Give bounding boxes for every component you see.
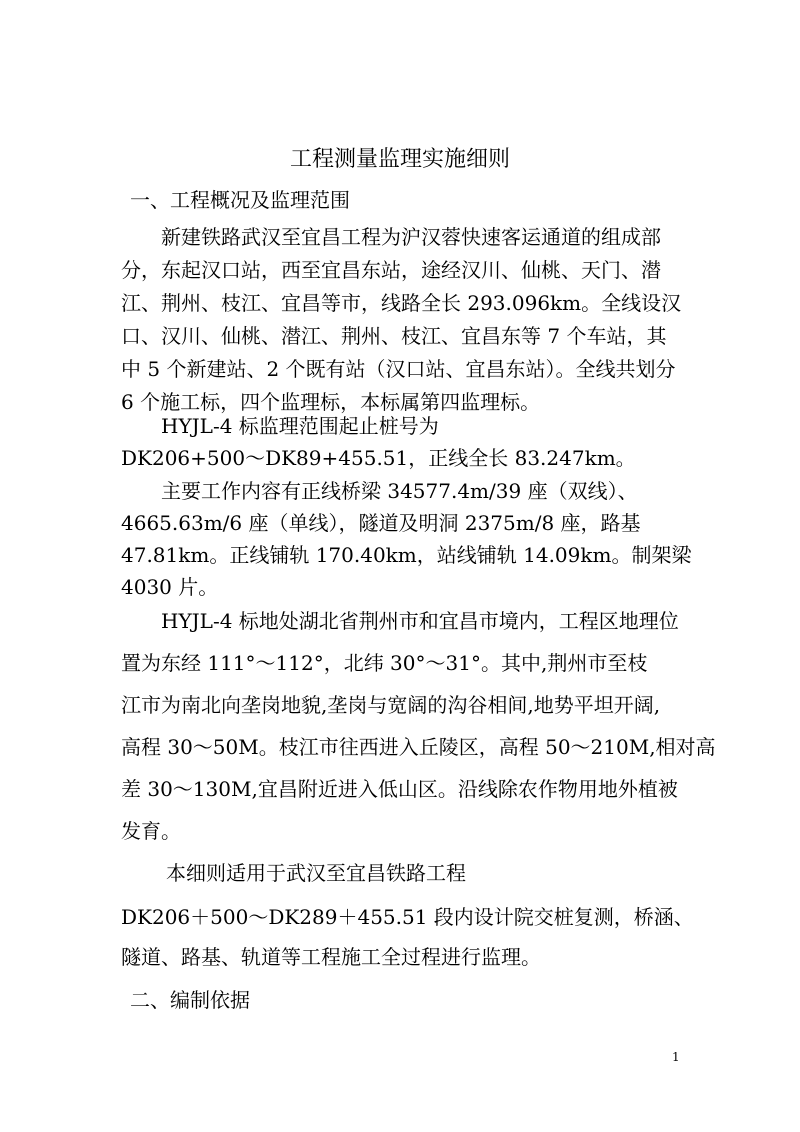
paragraph-line: 47.81km。正线铺轨 170.40km，站线铺轨 14.09km。制架梁 <box>121 543 692 567</box>
page-number: 1 <box>672 1050 680 1064</box>
paragraph-line: 6 个施工标，四个监理标，本标属第四监理标。 <box>121 390 541 414</box>
paragraph-line: 口、汉川、仙桃、潜江、荆州、枝江、宜昌东等 7 个车站，其 <box>121 324 667 348</box>
paragraph-line: 中 5 个新建站、2 个既有站（汉口站、宜昌东站）。全线共划分 <box>121 357 676 381</box>
paragraph-line: 4665.63m/6 座（单线），隧道及明洞 2375m/8 座，路基 <box>121 511 641 535</box>
paragraph-line: 高程 30～50M。枝江市往西进入丘陵区，高程 50～210M,相对高 <box>121 735 716 759</box>
paragraph-line: 主要工作内容有正线桥梁 34577.4m/39 座（双线）、 <box>161 479 638 503</box>
section-heading-1: 一、工程概况及监理范围 <box>130 188 350 212</box>
paragraph-line: 本细则适用于武汉至宜昌铁路工程 <box>166 861 466 885</box>
paragraph-line: 发育。 <box>121 819 181 843</box>
paragraph-line: 江市为南北向垄岗地貌,垄岗与宽阔的沟谷相间,地势平坦开阔, <box>121 693 661 717</box>
paragraph-line: 隧道、路基、轨道等工程施工全过程进行监理。 <box>121 945 541 969</box>
paragraph-line: DK206＋500～DK289＋455.51 段内设计院交桩复测，桥涵、 <box>121 905 694 929</box>
section-heading-2: 二、编制依据 <box>130 988 250 1012</box>
paragraph-line: 置为东经 111°～112°，北纬 30°～31°。其中,荆州市至枝 <box>121 651 648 675</box>
paragraph-line: 江、荆州、枝江、宜昌等市，线路全长 293.096km。全线设汉 <box>121 291 682 315</box>
paragraph-line: 差 30～130M,宜昌附近进入低山区。沿线除农作物用地外植被 <box>121 777 678 801</box>
paragraph-line: 分，东起汉口站，西至宜昌东站，途经汉川、仙桃、天门、潜 <box>121 258 661 282</box>
paragraph-line: DK206+500～DK89+455.51，正线全长 83.247km。 <box>121 446 636 470</box>
paragraph-line: HYJL-4 标地处湖北省荆州市和宜昌市境内，工程区地理位 <box>161 609 679 633</box>
paragraph-line: 4030 片。 <box>121 575 219 599</box>
paragraph-line: HYJL-4 标监理范围起止桩号为 <box>161 414 439 438</box>
document-title: 工程测量监理实施细则 <box>289 147 510 172</box>
paragraph-line: 新建铁路武汉至宜昌工程为沪汉蓉快速客运通道的组成部 <box>161 225 661 249</box>
